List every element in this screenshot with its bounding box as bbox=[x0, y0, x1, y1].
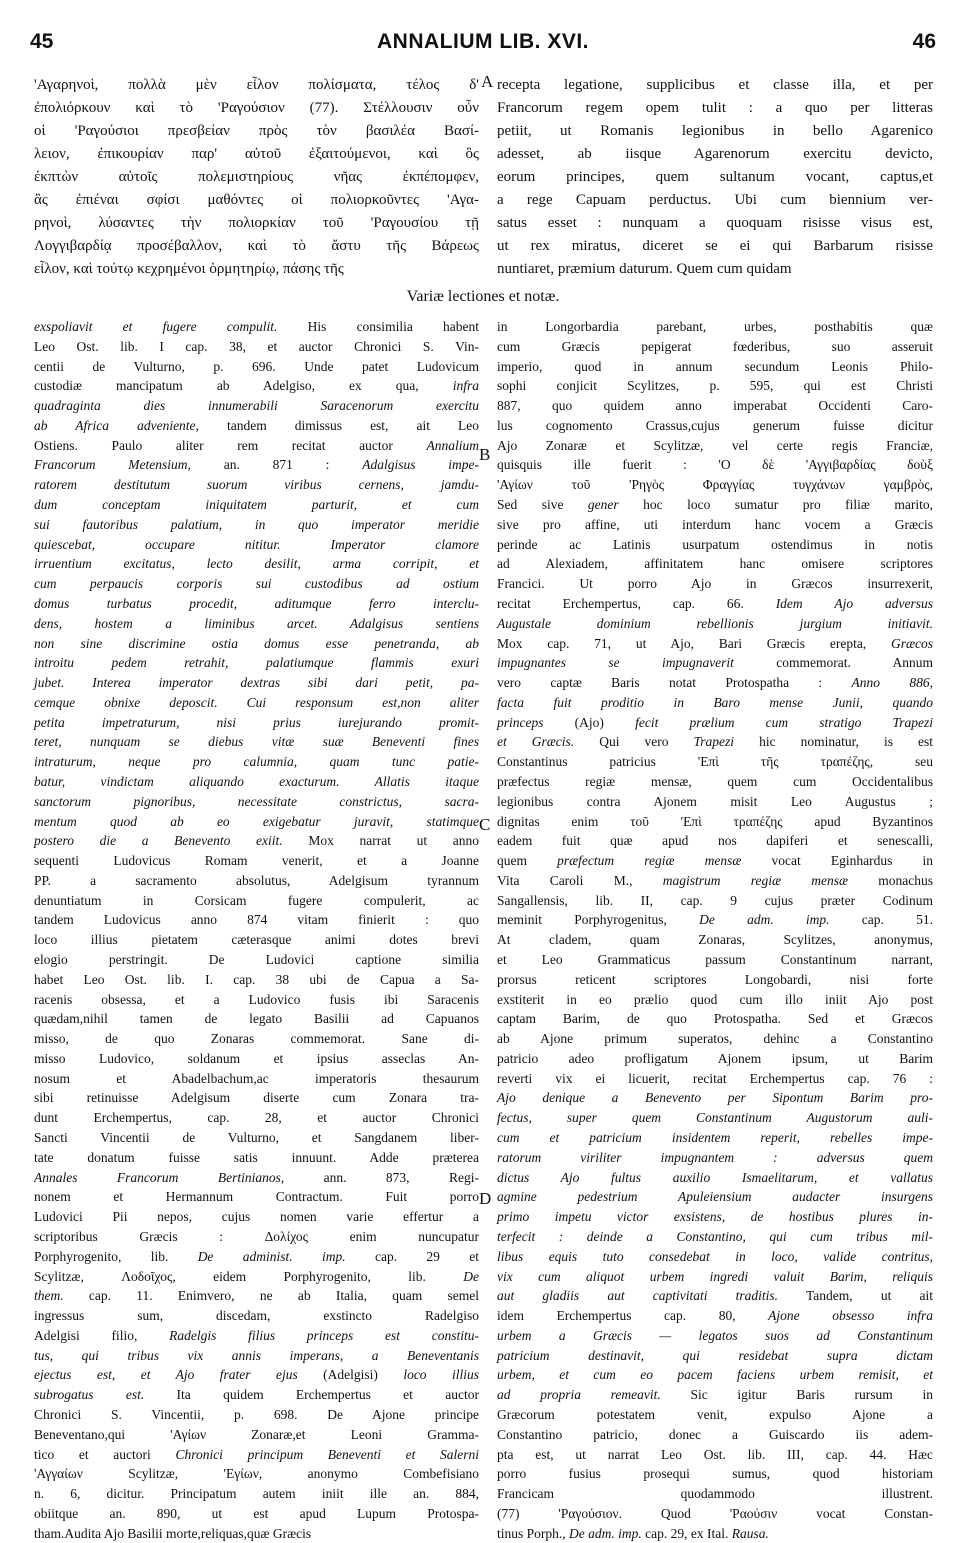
note-line: intraturum, neque pro calumnia, quam tunc patie- bbox=[34, 754, 479, 770]
note-line: exstiterit in eo prælio quod cum illo iniit Ajo post bbox=[497, 991, 933, 1007]
note-line: perinde ac Latinis usurpatum ostendimus in notis bbox=[497, 536, 933, 552]
note-line: Beneventano,qui 'Αγίων Zonaræ,et Leoni Gramma- bbox=[34, 1426, 479, 1442]
note-line: aut gladiis aut captivitati traditis. Tandem, ut ait bbox=[497, 1288, 933, 1304]
note-line: sanctorum pignoribus, necessitate constrictus, sacra- bbox=[34, 793, 479, 809]
note-line: quædam,nihil tamen de legato Basilii ad Capuanos bbox=[34, 1011, 479, 1027]
note-line: sui fautoribus palatium, in quo imperator meridie bbox=[34, 516, 479, 532]
note-line: tus, qui tribus vix annis imperans, a Beneventanis bbox=[34, 1347, 479, 1363]
note-line: quem præfectum regiæ mensæ vocat Eginhardus in bbox=[497, 853, 933, 869]
note-line: ad Alexiadem, affinitatem hanc omisere scriptores bbox=[497, 556, 933, 572]
note-line: Leo Ost. lib. I cap. 38, et auctor Chronici S. Vin- bbox=[34, 338, 479, 354]
note-line: misso Ludovico, soldanum et ipsius asseclas An- bbox=[34, 1050, 479, 1066]
notes-left-column bbox=[34, 317, 480, 1541]
note-line: princeps (Ajo) fecit prælium cum stratigo Trapezi bbox=[497, 714, 933, 730]
running-title: ANNALIUM LIB. XVI. bbox=[377, 30, 589, 53]
note-line: libus equis tuto consedebat in loco, valide contritus, bbox=[497, 1248, 933, 1264]
note-line: Constantinus patricius 'Επὶ τῆς τραπέζης, seu bbox=[497, 754, 933, 770]
margin-letter-a: A bbox=[481, 72, 494, 91]
note-line: ratorum viriliter impugnantem : adversus quem bbox=[497, 1149, 933, 1165]
note-line: introitu pedem retrahit, palatiumque flammis exuri bbox=[34, 655, 479, 671]
greek-text-line: ἐκπτὼν αὐτοῖς πολεμιστηρίους νῆας ἐκπέπομφεν, bbox=[34, 169, 479, 185]
latin-text-column bbox=[497, 74, 933, 284]
note-line: loco illius pietatem cæterasque animi dotes brevi bbox=[34, 932, 479, 948]
greek-text-line: οἱ 'Ραγούσιοι πρεσβείαν πρὸς τὸν βασιλέα Βασί- bbox=[34, 123, 479, 139]
note-line: tandem Ludovicus anno 874 vitam finierit : quo bbox=[34, 912, 479, 928]
note-line: recitat Erchempertus, cap. 66. Idem Ajo adversus bbox=[497, 595, 933, 611]
greek-text-line: λειον, ἐπικουρίαν παρ' αὐτοῦ ἐξαιτούμενοι, καὶ ὃς bbox=[34, 146, 479, 162]
latin-text-line: ut rex miratus, diceret se ei qui Barbarum risisse bbox=[497, 238, 933, 254]
note-line: Vita Caroli M., magistrum regiæ mensæ monachus bbox=[497, 872, 933, 888]
note-line: Chronici S. Vincentii, p. 698. De Ajone principe bbox=[34, 1406, 479, 1422]
note-line: quiescebat, occupare nititur. Imperator clamore bbox=[34, 536, 479, 552]
note-line: Francorum Metensium, an. 871 : Adalgisus impe- bbox=[34, 457, 479, 473]
note-line: reverti vix ei licuerit, recitat Erchempertus cap. 76 : bbox=[497, 1070, 933, 1086]
note-line: Annales Francorum Bertinianos, ann. 873, Regi- bbox=[34, 1169, 479, 1185]
note-line: sophi conjicit Scylitzes, p. 595, qui est Christi bbox=[497, 378, 933, 394]
note-line: nosum et Abadelbachum,ac imperatoris thesaurum bbox=[34, 1070, 479, 1086]
latin-text-line: eorum principes, quem sultanum vocant, captus,et bbox=[497, 169, 933, 185]
greek-text-line: εἷλον, καὶ τούτῳ κεχρημένοι ὁρμητηρίῳ, πάσης τῆς bbox=[34, 261, 344, 277]
note-line: scriptoribus Græcis : Δολίχος enim nuncupatur bbox=[34, 1228, 479, 1244]
note-line: Scylitzæ, Λοδοῖχος, eidem Porphyrogenito, lib. De bbox=[34, 1268, 479, 1284]
note-line: At cladem, quam Zonaras, Scylitzes, anonymus, bbox=[497, 932, 933, 948]
page-number-right: 46 bbox=[912, 30, 936, 53]
note-line: tate donatum fuisse satis innuunt. Adde prætereа bbox=[34, 1149, 479, 1165]
latin-text-line: Francorum regem opem tulit : a quo per litteras bbox=[497, 100, 933, 116]
note-line: dum conceptam iniquitatem parturit, et cum bbox=[34, 497, 479, 513]
note-line: 'Αγγαίων Scylitzæ, 'Εγίων, anonymo Combefisiano bbox=[34, 1466, 479, 1482]
note-line: et Leo Grammaticus passum Constantinum narrant, bbox=[497, 952, 933, 967]
note-line: legionibus contra Ajonem misit Leo Augustus ; bbox=[497, 793, 933, 809]
note-line: Francici. Ut porro Ajo in Græcos insurrexerit, bbox=[497, 576, 933, 592]
note-line: cum et patricium insidentem reperit, rebelles impe- bbox=[497, 1130, 933, 1146]
note-line: petita impetraturum, nisi prius iurejurando promit- bbox=[34, 714, 479, 730]
note-line: dictus Ajo fultus auxilio Ismaelitarum, et vallatus bbox=[497, 1169, 933, 1185]
note-line: dignitas enim τοῦ 'Επὶ τραπέζης apud Byzantinos bbox=[497, 813, 933, 829]
note-line: vero captæ Baris notat Protospatha : Anno 886, bbox=[497, 675, 933, 691]
note-line: sibi retinuisse Adelgisum diserte cum Zonara tra- bbox=[34, 1090, 479, 1106]
note-line: obiitque an. 890, ut est apud Lupum Protospa- bbox=[34, 1505, 479, 1521]
note-line: eadem fuit quæ apud nos dapiferi et senescalli, bbox=[497, 833, 933, 849]
note-line: Porphyrogenito, lib. De administ. imp. cap. 29 et bbox=[34, 1248, 480, 1264]
note-line: centii de Vulturno, p. 696. Unde patet Ludovicum bbox=[34, 358, 479, 374]
note-line: impugnantes se impugnaverit commemorat. Annum bbox=[497, 655, 933, 671]
note-line: dens, hostem a liminibus arcet. Adalgisus sentiens bbox=[34, 615, 479, 631]
note-line: irruentium excitatus, lecto desilit, arma corripit, et bbox=[34, 556, 479, 572]
note-line: postero die a Benevento exiit. Mox narrat ut anno bbox=[34, 833, 479, 849]
note-line: imperio, quod in annum secundum Leonis Philo- bbox=[497, 358, 933, 374]
note-line: elogio perstringit. De Ludovici captione similia bbox=[34, 952, 479, 967]
note-line: patricio adeo profligatum Ajonem ipsum, ut Barim bbox=[497, 1050, 933, 1066]
note-line: them. cap. 11. Enimvero, ne ab Italia, quam semel bbox=[34, 1288, 479, 1304]
latin-text-line: adesset, ab iisque Agarenorum exercitu devicto, bbox=[497, 146, 933, 162]
note-line: ad propria remeavit. Sic igitur Baris rursum in bbox=[497, 1387, 933, 1403]
note-line: pta est, ut narrat Leo Ost. lib. III, cap. 44. Hæc bbox=[497, 1446, 933, 1462]
note-line: quadraginta dies innumerabili Saracenorum exercitu bbox=[34, 398, 479, 414]
note-line: tinus Porph., De adm. imp. cap. 29, ex Ital. Rausa. bbox=[497, 1525, 769, 1541]
note-line: habet Leo Ost. lib. I. cap. 38 ubi de Capua a Sa- bbox=[34, 971, 479, 987]
greek-text-column bbox=[34, 74, 479, 284]
note-line: cum perpaucis corporis sui custodibus ad ostium bbox=[34, 576, 479, 592]
margin-letter-d: D bbox=[479, 1189, 492, 1208]
note-line: patricium destinavit, qui residebat supra dictam bbox=[497, 1347, 933, 1363]
note-line: in Longorbardia parebant, urbes, posthabitis quæ bbox=[497, 319, 933, 334]
latin-text-line: recepta legatione, supplicibus et classe illa, et per bbox=[497, 77, 933, 93]
note-line: vix cum aliquot urbem ingredi valuit Barim, reliquis bbox=[497, 1268, 933, 1284]
note-line: racenis obsessa, et a Ludovico fusis ibi Saracenis bbox=[34, 991, 479, 1007]
note-line: Augustale dominium rebellionis jurgium initiavit. bbox=[497, 615, 933, 631]
greek-text-line: 'Αγαρηνοὶ, πολλὰ μὲν εἷλον πολίσματα, τέλος δ' bbox=[34, 77, 479, 93]
notes-heading: Variæ lectiones et notæ. bbox=[406, 288, 560, 305]
note-line: tico et auctori Chronici principum Beneventi et Salerni bbox=[34, 1446, 480, 1462]
note-line: Adelgisi filio, Radelgis filius princeps est constitu- bbox=[34, 1327, 480, 1343]
greek-text-line: ἐπολιόρκουν καὶ τὸ 'Ραγούσιον (77). Στέλλουσιν οὖν bbox=[34, 100, 479, 116]
note-line: ejectus est, et Ajo frater ejus (Adelgisi) loco illius bbox=[34, 1367, 479, 1383]
latin-text-line: nuntiaret, præmium daturum. Quem cum quidam bbox=[497, 261, 792, 277]
note-line: misso, de quo Zonaras commemorat. Sane di- bbox=[34, 1031, 479, 1047]
note-line: denuntiatum in Corsicam fugere compulerit, ac bbox=[34, 892, 479, 908]
note-line: Mox cap. 71, ut Ajo, Bari Græcis erepta, Græcos bbox=[497, 635, 933, 651]
note-line: nonem et Hermannum Contractum. Fuit porro bbox=[34, 1189, 479, 1205]
note-line: Ajo Zonaræ et Scylitzæ, vel certe regis Franciæ, bbox=[497, 437, 933, 453]
latin-text-line: a rege Capuam perductus. Ubi cum biennium ver- bbox=[497, 192, 933, 208]
note-line: ingressus sum, discedam, exstincto Radelgiso bbox=[34, 1308, 479, 1324]
note-line: cemque obnixe deposcit. Cui responsum est,non aliter bbox=[34, 694, 479, 710]
note-line: captam Barim, de quo Protospatha. Sed et Græcos bbox=[497, 1011, 933, 1027]
note-line: 887, quo quidem anno imperabat Occidenti Caro- bbox=[497, 398, 933, 414]
running-header bbox=[30, 30, 936, 60]
note-line: meminit Porphyrogenitus, De adm. imp. cap. 51. bbox=[497, 912, 934, 928]
page-number-left: 45 bbox=[30, 30, 54, 53]
note-line: prorsus reticent scriptores Longobardi, nisi forte bbox=[497, 971, 933, 987]
note-line: lus cognomento Crassus,cujus generum fuisse dicitur bbox=[497, 417, 933, 433]
note-line: quisquis ille fuerit : 'Ο δὲ 'Αγγιβαρδίας δοὺξ bbox=[497, 457, 933, 473]
note-line: tham.Audita Ajo Basilii morte,reliquas,quæ Græcis bbox=[34, 1525, 312, 1541]
note-line: facta fuit proditio in Baro mense Junii, quando bbox=[497, 694, 933, 710]
note-line: ratorem destitutum suorum viribus cernens, jamdu- bbox=[34, 477, 479, 493]
greek-text-line: ἃς ἐπιέναι σφίσι μαθόντες οἱ πολιορκοῦντες 'Αγα- bbox=[34, 192, 479, 208]
note-line: et Græcis. Qui vero Trapezi hic nominatur, is est bbox=[497, 734, 933, 750]
notes-right-column bbox=[497, 317, 934, 1541]
note-line: primo impetu victor exsistens, de hostibus plures in- bbox=[497, 1209, 933, 1225]
note-line: agmine pedestrium Apuleiensium audacter insurgens bbox=[497, 1189, 933, 1205]
note-line: PP. a sacramento absolutus, Adelgisum tyrannum bbox=[34, 872, 479, 888]
note-line: exspoliavit et fugere compulit. His consimilia habent bbox=[34, 319, 479, 334]
note-line: batur, vindictam aliquando exacturum. Allatis itaque bbox=[34, 773, 479, 789]
note-line: Ludovici Pii nepos, cujus nomen varie effertur a bbox=[34, 1209, 479, 1225]
note-line: urbem, et cum eo pacem faciens urbem remisit, et bbox=[497, 1367, 933, 1383]
note-line: dunt Erchempertus, cap. 28, et auctor Chronici bbox=[34, 1110, 479, 1126]
note-line: Sed sive gener hoc loco sumatur pro filiæ marito, bbox=[497, 497, 934, 513]
note-line: ab Africa adveniente, tandem dimissus est, ait Leo bbox=[34, 417, 480, 433]
note-line: Francicam quodammodo illustrent. bbox=[497, 1486, 933, 1502]
note-line: mentum quod ab eo exigebatur juravit, statimque bbox=[34, 813, 479, 829]
note-line: non sine discrimine ostia domus esse penetranda, ab bbox=[34, 635, 479, 651]
note-line: n. 6, dicitur. Principatum autem iniit ille an. 884, bbox=[34, 1486, 479, 1502]
note-line: fectus, super quem Constantinum Augustorum auli- bbox=[497, 1110, 933, 1126]
note-line: ab Ajone primum superatos, dehinc a Constantino bbox=[497, 1031, 933, 1047]
note-line: teret, nunquam se diebus vitæ suæ Beneventi fines bbox=[34, 734, 479, 750]
greek-text-line: ρηνοὶ, λύσαντες τὴν πολιορκίαν τοῦ 'Ραγουσίου τῇ bbox=[34, 215, 479, 231]
note-line: domus turbatus procedit, aditumque ferro interclu- bbox=[34, 595, 479, 611]
note-line: 'Αγίων τοῦ 'Ρηγὸς Φραγγίας τυγχάνων γαμβρὸς, bbox=[497, 477, 933, 493]
latin-text-line: satus esset : nunquam a quoquam risisse visus est, bbox=[497, 215, 933, 231]
note-line: jubet. Interea imperator dextras sibi dari petit, pa- bbox=[34, 675, 479, 691]
note-line: urbem a Græcis — legatos suos ad Constantinum bbox=[497, 1327, 933, 1343]
note-line: Sangallensis, lib. II, cap. 9 cujus præter Codinum bbox=[497, 892, 933, 908]
latin-text-line: petiit, ut Romanis legionibus in bello Agarenico bbox=[497, 123, 933, 139]
note-line: præfectus regiæ mensæ, quem cum Occidentalibus bbox=[497, 773, 933, 789]
note-line: custodiæ mancipatum ab Adelgiso, ex qua, infra bbox=[34, 378, 479, 394]
note-line: porro fusius prosequi sumus, quod historiam bbox=[497, 1466, 933, 1482]
note-line: sive pro affine, uti interdum hanc vocem a Græcis bbox=[497, 516, 933, 532]
note-line: Ostiens. Paulo aliter rem recitat auctor Annalium bbox=[34, 437, 479, 453]
margin-letter-b: B bbox=[479, 445, 491, 464]
note-line: Græcorum potestatem venit, expulso Ajone a bbox=[497, 1406, 933, 1422]
note-line: Sancti Vincentii de Vulturno, et Sangdanem liber- bbox=[34, 1130, 479, 1146]
note-line: subrogatus est. Ita quidem Erchempertus et auctor bbox=[34, 1387, 479, 1403]
note-line: sequenti Ludovicus Romam venerit, et a Joanne bbox=[34, 853, 479, 869]
note-line: (77) 'Ραγούσιον. Quod 'Ραούσιν vocat Constan- bbox=[497, 1505, 933, 1521]
greek-text-line: Λογγιβαρδίᾳ προσέβαλλον, καὶ τὸ ἄστυ τῆς Βάρεως bbox=[34, 238, 479, 254]
note-line: idem Erchempertus cap. 80, Ajone obsesso infra bbox=[497, 1308, 934, 1324]
margin-letter-c: C bbox=[479, 815, 491, 834]
note-line: Ajo denique a Benevento per Sipontum Barim pro- bbox=[497, 1090, 933, 1106]
note-line: cum Græcis pepigerat fœderibus, suo asseruit bbox=[497, 338, 933, 354]
note-line: Constantino patricio, donec a Guiscardo iis adem- bbox=[497, 1426, 933, 1442]
note-line: terfecit : deinde a Constantino, qui cum tribus mil- bbox=[497, 1228, 933, 1244]
